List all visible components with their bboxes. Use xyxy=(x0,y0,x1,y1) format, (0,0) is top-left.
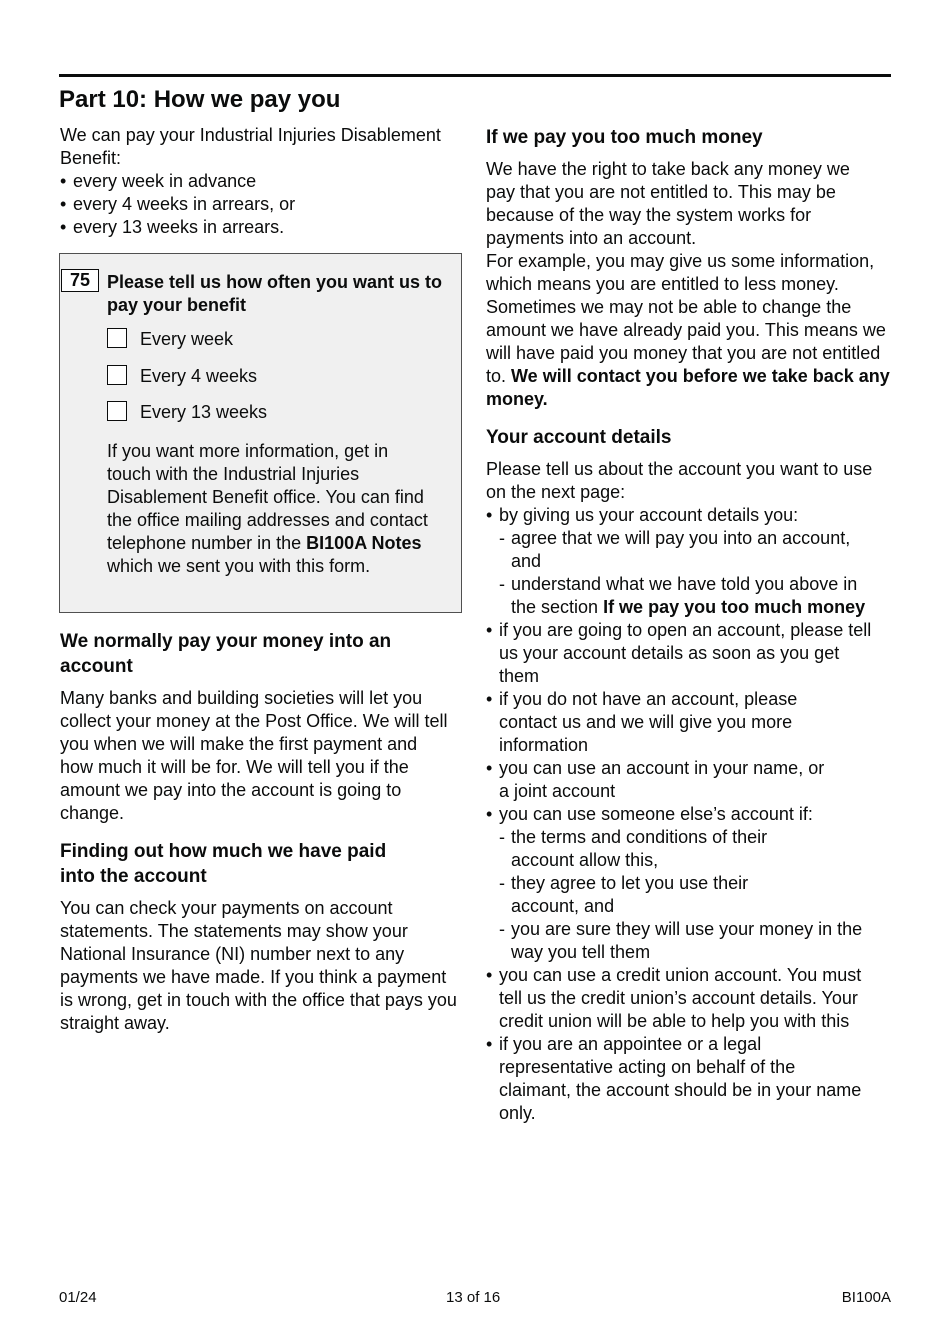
overpay-body-1: We have the right to take back any money we pay that you are not entitled to. This may be because of the way the system works for payments into an account. xyxy=(486,159,850,248)
checkbox-every-week[interactable] xyxy=(107,328,127,348)
finding-heading: Finding out how much we have paid into the account xyxy=(60,841,387,887)
overpay-body-2: For example, you may give us some information, which means you are entitled to less money. Sometimes we may not be able to change the amount we have already paid you. This means we will have paid you money that you are not entitled to. We will contact you before we take back any money. xyxy=(486,251,890,409)
option-label: Every 13 weeks xyxy=(140,402,268,422)
checkbox-every-4-weeks[interactable] xyxy=(107,365,127,385)
list-item: • if you are an appointee or a legal representative acting on behalf of the claimant, the account should be in your name only. xyxy=(486,1033,871,1125)
account-heading: Your account details xyxy=(486,427,672,448)
question-info-text: If you want more information, get in touch with the Industrial Injuries Disablement Benefit office. You can find the office mailing addresses and contact telephone number in the BI100A Notes which we sent you with this form. xyxy=(107,441,428,576)
list-item: • by giving us your account details you: - agree that we will pay you into an account, and - understand what we have told you above in the section If we pay you too much money xyxy=(486,504,878,619)
list-item: • you can use an account in your name, or a joint account xyxy=(486,757,829,803)
normally-body: Many banks and building societies will let you collect your money at the Post Office. We will tell you when we will make the first payment and how much it will be for. We will tell you if the amount we pay into the account is going to change. xyxy=(60,688,448,823)
page-title: Part 10: How we pay you xyxy=(59,86,341,113)
intro-options-list xyxy=(60,170,460,239)
account-intro: Please tell us about the account you want to use on the next page: xyxy=(486,459,873,502)
list-item: • you can use someone else’s account if: - the terms and conditions of their account allow this, - they agree to let you use their account, and - you are sure they will use your money in the way you tell them xyxy=(486,803,878,964)
finding-body: You can check your payments on account statements. The statements may show your National Insurance (NI) number next to any payments we have made. If you think a payment is wrong, get in touch with the office that pays you straight away. xyxy=(60,898,457,1033)
top-rule xyxy=(59,74,891,77)
account-list xyxy=(486,504,878,1125)
question-text: Please tell us how often you want us to pay your benefit xyxy=(107,272,443,315)
list-item: • every week in advance xyxy=(60,170,460,193)
list-item: - you are sure they will use your money in the way you tell them xyxy=(499,918,878,964)
notes-reference: BI100A Notes xyxy=(306,533,422,553)
intro-section xyxy=(60,124,460,239)
footer-page-number: 13 of 16 xyxy=(446,1289,501,1306)
list-item: • you can use a credit union account. You must tell us the credit union’s account details. Your credit union will be able to help you with this xyxy=(486,964,871,1033)
checkbox-every-13-weeks[interactable] xyxy=(107,401,127,421)
list-item: • if you do not have an account, please contact us and we will give you more information xyxy=(486,688,799,757)
list-item: - they agree to let you use their account, and xyxy=(499,872,791,918)
overpay-heading: If we pay you too much money xyxy=(486,127,763,148)
footer-form-code: BI100A xyxy=(841,1289,891,1306)
option-label: Every 4 weeks xyxy=(140,366,258,386)
normally-heading: We normally pay your money into an account xyxy=(60,631,392,677)
list-item: • if you are going to open an account, please tell us your account details as soon as you get them xyxy=(486,619,878,688)
list-item: - agree that we will pay you into an account, and xyxy=(499,527,878,573)
list-item: - understand what we have told you above in the section If we pay you too much money xyxy=(499,573,878,619)
question-number: 75 xyxy=(61,269,99,292)
footer-date: 01/24 xyxy=(59,1289,97,1306)
list-item: • every 13 weeks in arrears. xyxy=(60,216,460,239)
list-item: - the terms and conditions of their account allow this, xyxy=(499,826,801,872)
option-label: Every week xyxy=(140,329,234,349)
list-item: • every 4 weeks in arrears, or xyxy=(60,193,460,216)
intro-text: We can pay your Industrial Injuries Disablement Benefit: xyxy=(60,125,441,168)
